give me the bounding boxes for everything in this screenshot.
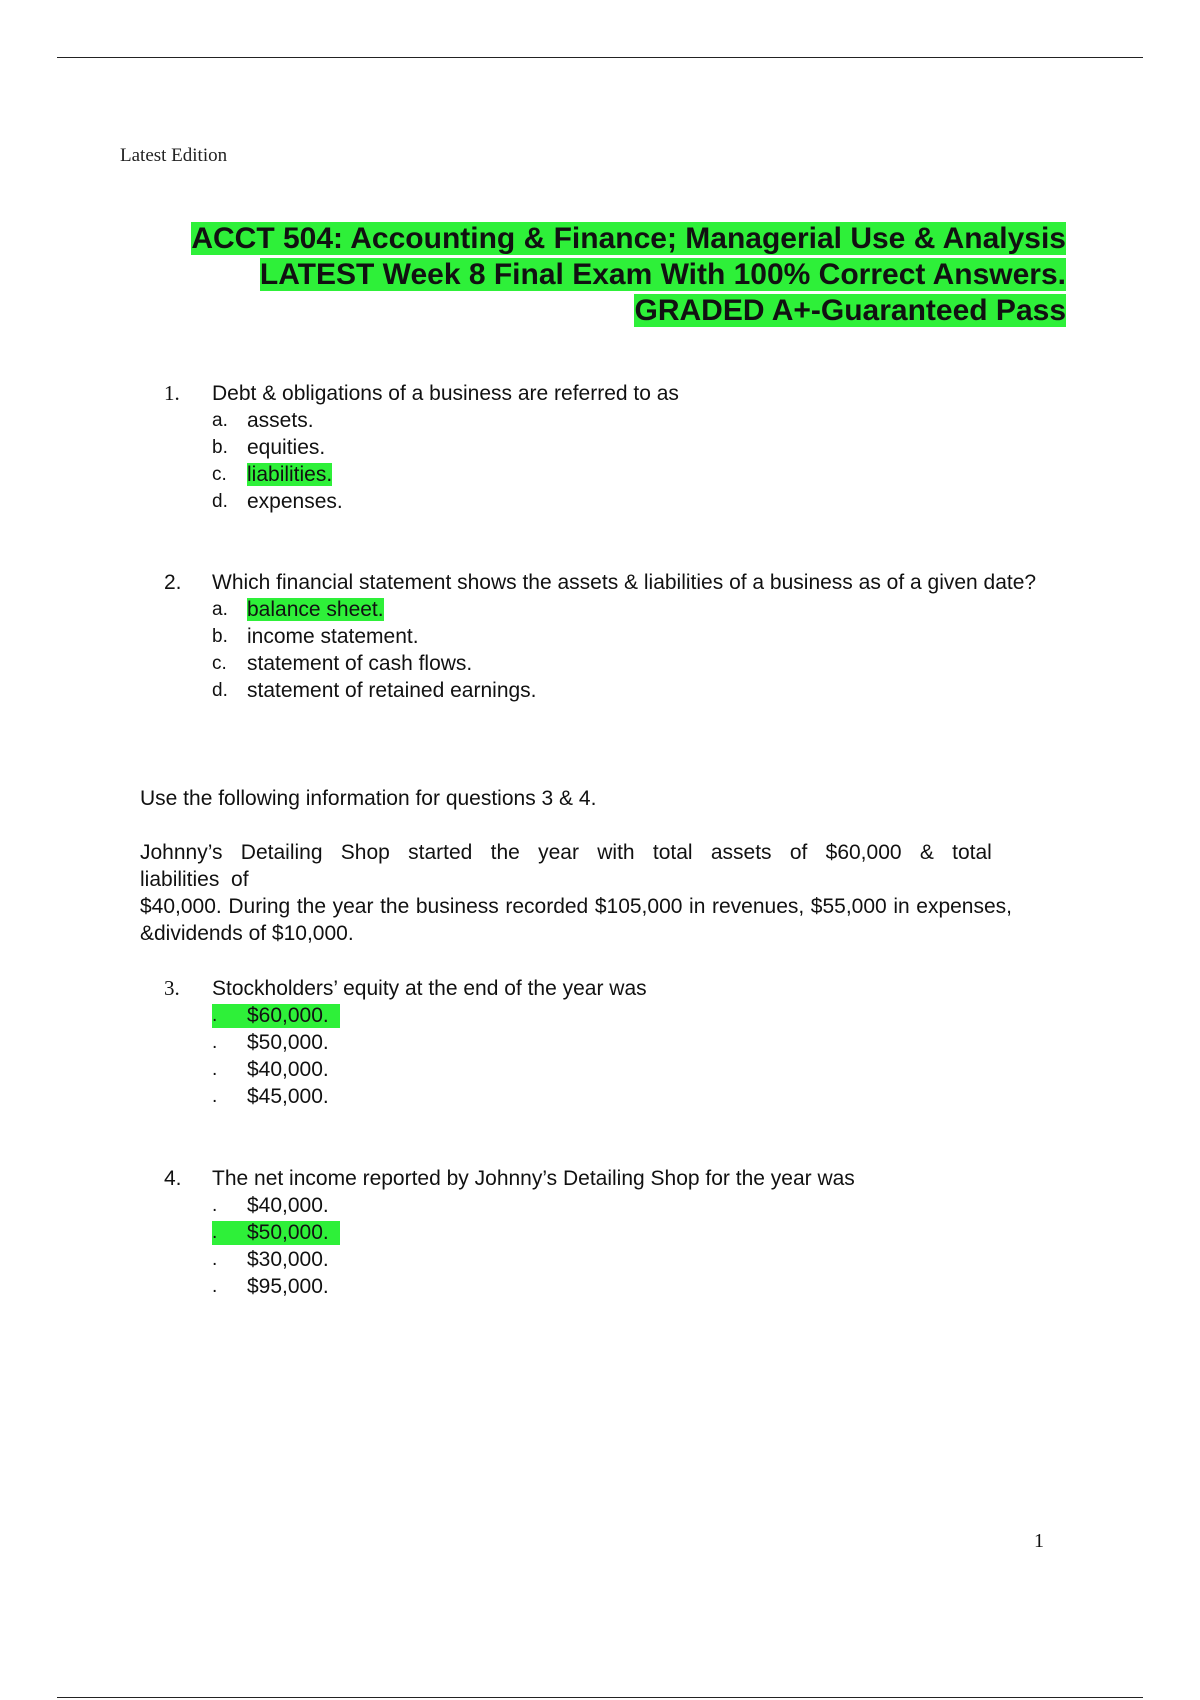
- option-1: . $40,000.: [212, 1194, 329, 1217]
- title-line-2: LATEST Week 8 Final Exam With 100% Correct Answers.: [259, 258, 1066, 291]
- option-a-correct: a. balance sheet.: [212, 598, 384, 621]
- answer-options: [140, 1002, 1078, 1110]
- question-3: [140, 975, 1078, 1110]
- question-number: 3.: [164, 976, 180, 1000]
- option-3: . $40,000.: [212, 1058, 329, 1081]
- question-text: Debt & obligations of a business are referred to as: [212, 382, 679, 405]
- correct-answer-highlight: balance sheet.: [247, 598, 384, 621]
- bottom-rule: [57, 1697, 1143, 1698]
- title-line-3: GRADED A+-Guaranteed Pass: [634, 294, 1066, 327]
- info-intro: Use the following information for questions 3 & 4.: [140, 787, 597, 810]
- option-4: . $95,000.: [212, 1275, 329, 1298]
- title-line-1: ACCT 504: Accounting & Finance; Managerial Use & Analysis: [191, 222, 1066, 255]
- question-1: [140, 380, 1078, 515]
- option-a: a. assets.: [212, 409, 314, 432]
- option-2: . $50,000.: [212, 1031, 329, 1054]
- option-4: . $45,000.: [212, 1085, 329, 1108]
- option-2-correct: . $50,000.: [140, 1219, 1078, 1246]
- option-b: b. equities.: [212, 436, 326, 459]
- option-d: d. statement of retained earnings.: [212, 679, 537, 702]
- question-number: 1.: [164, 381, 180, 405]
- scenario-line-3: $40,000. During the year the business recorded $105,000 in revenues, $55,000 in expenses, &dividends of $10,000.: [140, 895, 1012, 945]
- question-text: The net income reported by Johnny’s Detailing Shop for the year was: [212, 1167, 855, 1190]
- scenario-line-1: Johnny’s Detailing Shop started the year with total assets of $60,000 & total: [140, 841, 992, 864]
- top-rule: [57, 57, 1143, 58]
- option-c-correct: c. liabilities.: [212, 463, 333, 486]
- option-d: d. expenses.: [212, 490, 343, 513]
- question-2: [140, 569, 1078, 704]
- info-scenario: [140, 839, 1012, 947]
- option-3: . $30,000.: [212, 1248, 329, 1271]
- scenario-line-2: liabilities of: [140, 868, 249, 891]
- correct-answer-highlight: liabilities.: [247, 463, 333, 486]
- option-b: b. income statement.: [212, 625, 419, 648]
- question-number: 4.: [164, 1167, 182, 1190]
- answer-options: [140, 596, 1078, 704]
- page-number: 1: [1034, 1530, 1044, 1552]
- question-text: Stockholders’ equity at the end of the year was: [212, 977, 647, 1000]
- question-text: Which financial statement shows the assets & liabilities of a business as of a given date?: [212, 571, 1037, 594]
- question-4: [140, 1165, 1078, 1300]
- header-note: Latest Edition: [120, 145, 228, 166]
- answer-options: [140, 1192, 1078, 1300]
- option-c: c. statement of cash flows.: [212, 652, 473, 675]
- answer-options: [140, 407, 1078, 515]
- document-title: [140, 221, 1066, 329]
- option-1-correct: . $60,000.: [140, 1002, 1078, 1029]
- shared-info-block: [140, 785, 1012, 947]
- question-number: 2.: [164, 571, 182, 594]
